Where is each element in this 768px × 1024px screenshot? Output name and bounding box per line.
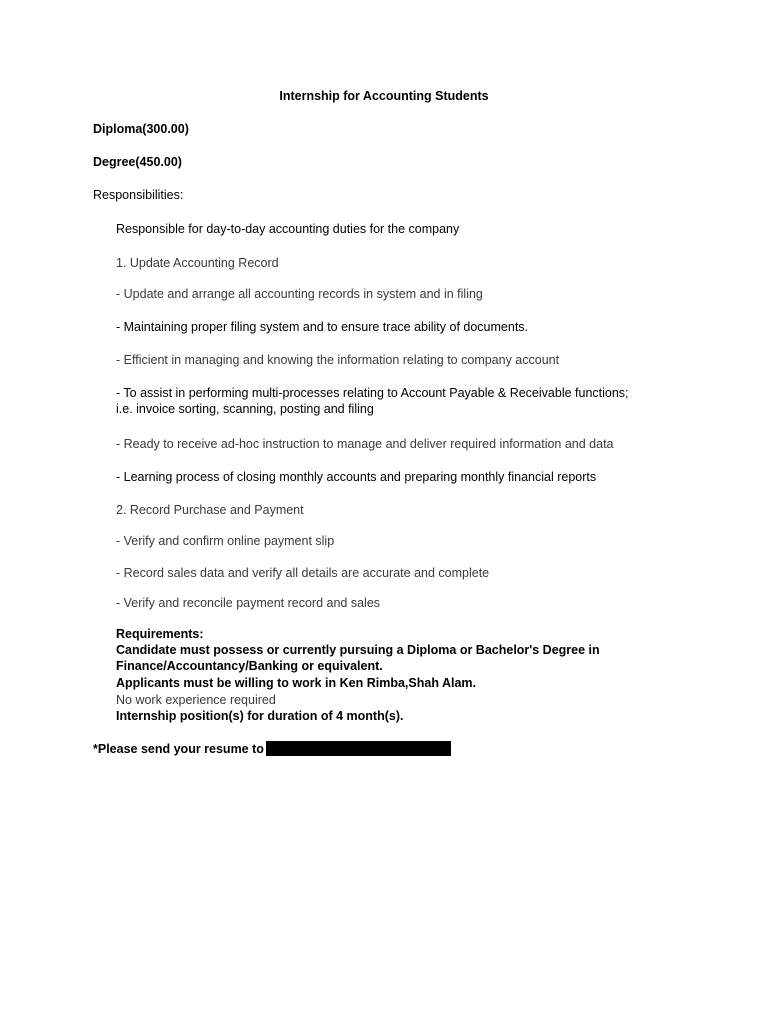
requirement-line: Finance/Accountancy/Banking or equivalent.	[116, 659, 383, 673]
list-item: - Efficient in managing and knowing the information relating to company account	[116, 353, 560, 367]
responsibilities-intro: Responsible for day-to-day accounting duties for the company	[116, 222, 460, 236]
responsibilities-heading: Responsibilities:	[93, 188, 184, 202]
list-item: - Update and arrange all accounting records in system and in filing	[116, 287, 483, 301]
page-title: Internship for Accounting Students	[279, 89, 489, 103]
list-item: - Maintaining proper filing system and to ensure trace ability of documents.	[116, 320, 529, 334]
requirements-heading: Requirements:	[116, 627, 204, 641]
redacted-email-block	[266, 741, 451, 756]
requirement-line: No work experience required	[116, 693, 276, 707]
section-2-heading: 2. Record Purchase and Payment	[116, 503, 304, 517]
list-item: - To assist in performing multi-processes relating to Account Payable & Receivable functions;	[116, 386, 629, 400]
degree-rate: Degree(450.00)	[93, 155, 182, 169]
list-item: - Learning process of closing monthly accounts and preparing monthly financial reports	[116, 470, 597, 484]
list-item: - Verify and reconcile payment record and sales	[116, 596, 381, 610]
requirement-line: Internship position(s) for duration of 4 month(s).	[116, 709, 404, 723]
section-1-heading: 1. Update Accounting Record	[116, 256, 279, 270]
diploma-rate: Diploma(300.00)	[93, 122, 189, 136]
list-item: - Ready to receive ad-hoc instruction to manage and deliver required information and data	[116, 437, 614, 451]
list-item-continuation: i.e. invoice sorting, scanning, posting and filing	[116, 402, 374, 416]
requirement-line: Candidate must possess or currently pursuing a Diploma or Bachelor's Degree in	[116, 643, 600, 657]
requirement-line: Applicants must be willing to work in Ken Rimba,Shah Alam.	[116, 676, 476, 690]
list-item: - Verify and confirm online payment slip	[116, 534, 335, 548]
send-resume-text: *Please send your resume to	[93, 742, 264, 756]
list-item: - Record sales data and verify all details are accurate and complete	[116, 566, 490, 580]
